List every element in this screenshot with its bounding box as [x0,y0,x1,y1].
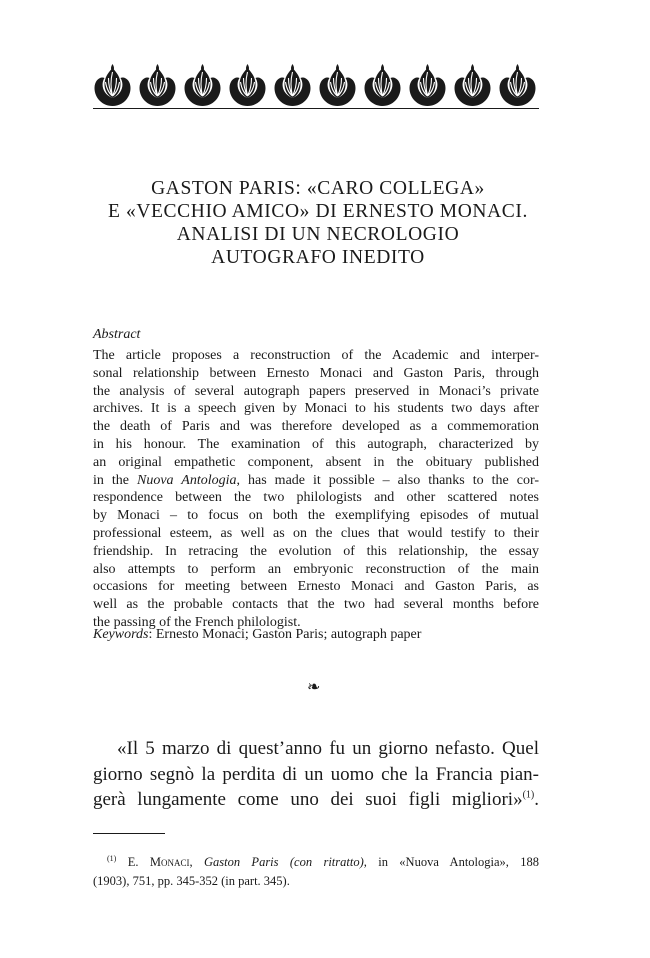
abstract-line: the passing of the French philologist. [93,614,301,630]
body-paragraph [93,736,539,813]
lotus-ornament-icon [407,62,448,108]
abstract-line: the analysis of several autograph papers preserved in Monaci’s private [93,383,539,399]
lotus-ornament-icon [362,62,403,108]
body-line [93,787,539,813]
footnote-line: $^{(1)}$ E. Monaci, Gaston Paris (con ritratto), in «Nuova Antologia», 188 [107,853,540,869]
abstract-line-8-start: in the [93,472,137,488]
article-title [60,177,576,269]
lotus-ornament-icon [92,62,133,108]
abstract-line: friendship. In retracing the evolution of this relationship, the essay [93,543,539,559]
fleuron-icon: ❧ [307,677,321,696]
footnote-author: E. Monaci [127,855,190,869]
abstract-line: also attempts to perform an embryonic reconstruction of the main [93,561,539,577]
title-line-1: GASTON PARIS: «CARO COLLEGA» [151,178,485,199]
abstract-line-8-rest: , has made it possible – also thanks to the cor- [236,472,539,488]
lotus-ornament-icon [227,62,268,108]
abstract-line: an original empathetic component, absent in the obituary published [93,454,539,470]
footnote [93,853,539,891]
abstract-line: well as the probable contacts that the two had several months before [93,597,539,613]
lotus-ornament-icon [182,62,223,108]
lotus-ornament-icon [137,62,178,108]
abstract-line: sonal relationship between Ernesto Monaci and Gaston Paris, through [93,365,539,381]
lotus-ornament-icon [317,62,358,108]
footnote-line-1-rest: , in «Nuova Antologia», 188 [363,855,540,869]
journal-title: Nuova Antologia [137,472,237,488]
body-line-3-text: gerà lungamente come uno dei suoi figli migliori» [93,789,523,810]
lotus-ornament-icon [497,62,538,108]
title-line-4: AUTOGRAFO INEDITO [211,247,425,268]
lotus-ornament-icon [272,62,313,108]
footnote-marker: (1) [107,853,117,863]
ornament-row [92,62,538,108]
footnote-line: (1903), 751, pp. 345-352 (in part. 345). [93,874,290,888]
footnote-rule [93,833,165,834]
title-line-3: ANALISI DI UN NECROLOGIO [176,224,460,245]
keywords-label: Keywords [93,627,149,642]
footnote-reference[interactable]: (1) [522,789,535,801]
abstract-line: archives. It is a speech given by Monaci to his students two days after [93,401,539,417]
abstract-line: the death of Paris and was therefore developed as a commemoration [93,419,539,435]
title-line-2: E «VECCHIO AMICO» DI ERNESTO MONACI. [108,201,528,222]
abstract-label: Abstract [93,327,141,342]
abstract-line: respondence between the two philologists and other scattered notes [93,490,539,506]
abstract-line: occasions for meeting between Ernesto Monaci and Gaston Paris, as [93,579,539,595]
body-line: «Il 5 marzo di quest’anno fu un giorno nefasto. Quel [117,738,539,759]
body-end-punct: . [534,789,539,810]
body-line: giorno segnò la perdita di un uomo che la Francia pian- [93,763,539,785]
lotus-ornament-icon [452,62,493,108]
abstract-line [93,472,539,490]
header-rule [93,108,539,109]
abstract-line: professional esteem, as well as on the clues that would testify to their [93,525,539,541]
abstract-line: The article proposes a reconstruction of the Academic and interper- [93,348,539,363]
abstract-line: in his honour. The examination of this autograph, characterized by [93,436,539,452]
abstract-line: by Monaci – to focus on both the exemplifying episodes of mutual [93,508,539,524]
footnote-title: Gaston Paris (con ritratto) [203,855,364,869]
abstract-text [93,347,539,632]
keywords-text: : Ernesto Monaci; Gaston Paris; autograph paper [148,627,422,642]
keywords [93,627,421,643]
